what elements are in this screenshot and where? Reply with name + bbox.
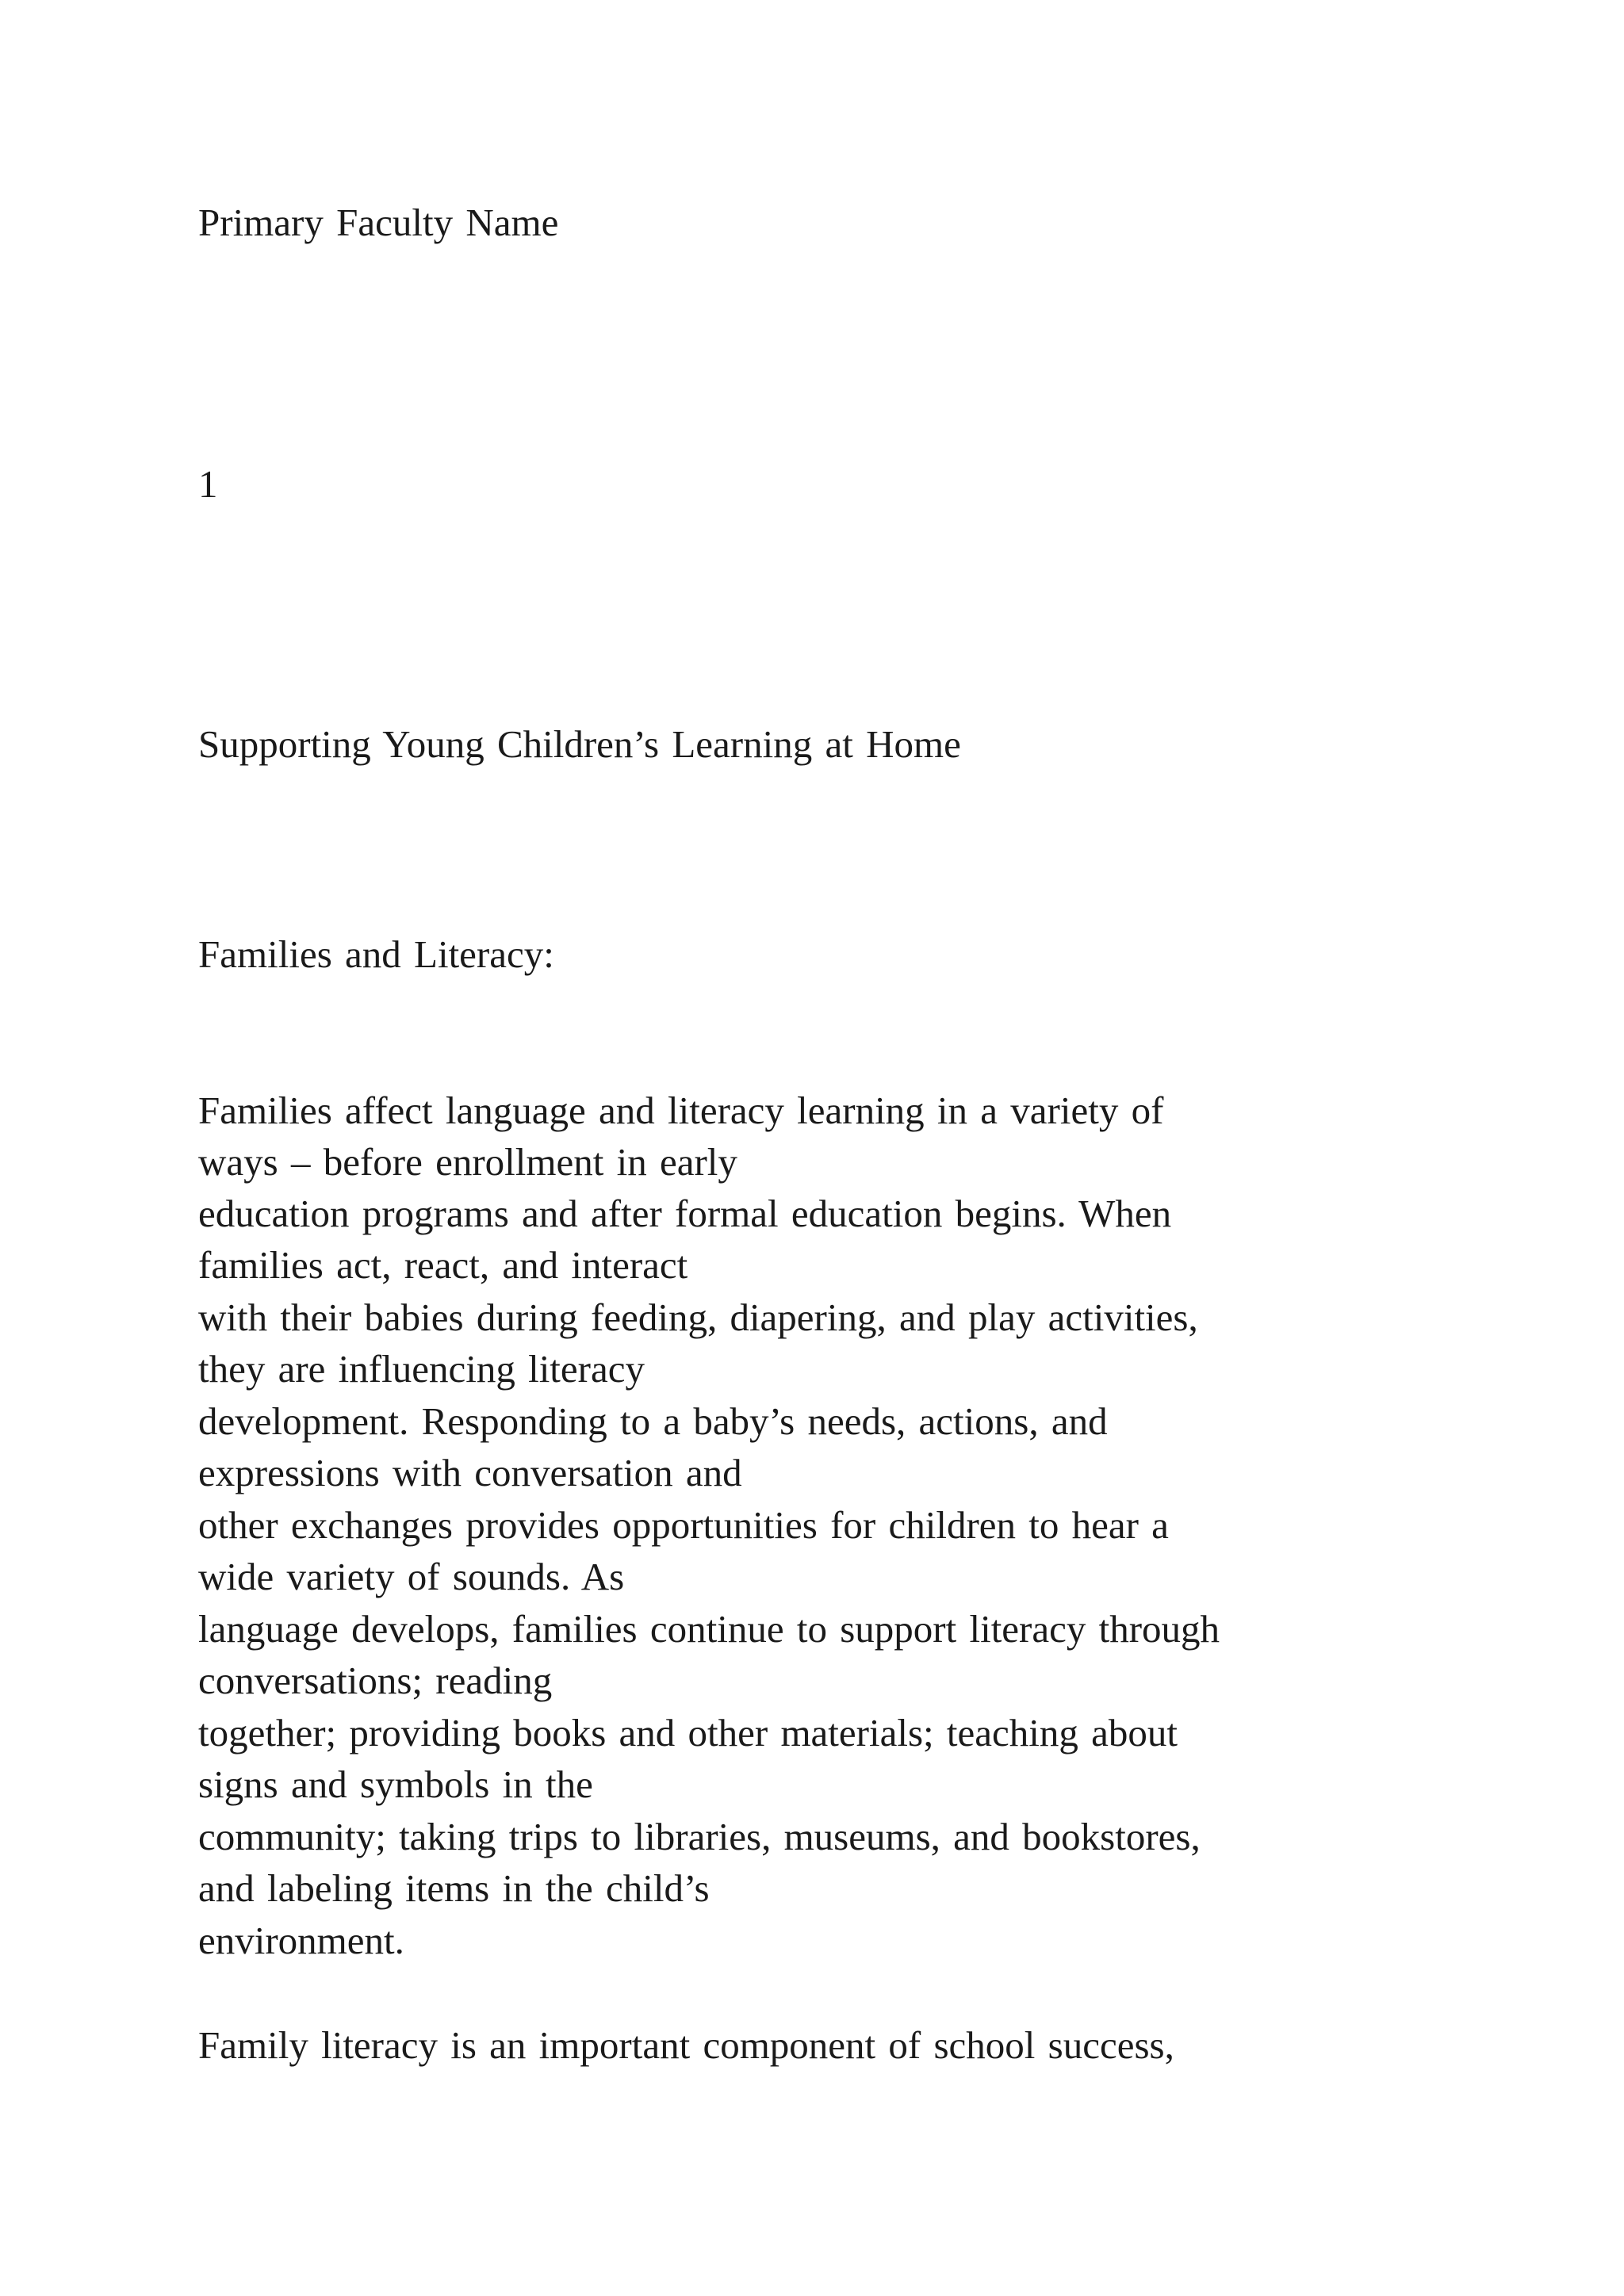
paragraph-line: conversations; reading	[198, 1659, 553, 1702]
paragraph-line: Family literacy is an important component of school success,	[198, 2023, 1174, 2067]
paragraph-line: they are influencing literacy	[198, 1347, 645, 1391]
paragraph-line: and labeling items in the child’s	[198, 1866, 710, 1910]
paragraph-line: language develops, families continue to support literacy through	[198, 1607, 1220, 1651]
paragraph-line: wide variety of sounds. As	[198, 1555, 625, 1598]
paragraph-line: with their babies during feeding, diapering, and play activities,	[198, 1295, 1198, 1339]
paragraph-line: other exchanges provides opportunities for children to hear a	[198, 1503, 1169, 1547]
paragraph-line: together; providing books and other materials; teaching about	[198, 1711, 1178, 1755]
paragraph-line: families act, react, and interact	[198, 1243, 688, 1287]
page-number: 1	[198, 462, 218, 506]
document-title: Supporting Young Children’s Learning at Home	[198, 722, 961, 766]
paragraph-line: signs and symbols in the	[198, 1762, 593, 1806]
paragraph-line: development. Responding to a baby’s needs, actions, and	[198, 1399, 1108, 1443]
paragraph-line: community; taking trips to libraries, museums, and bookstores,	[198, 1815, 1201, 1858]
paragraph-line: ways – before enrollment in early	[198, 1140, 737, 1184]
paragraph-line: Families affect language and literacy learning in a variety of	[198, 1089, 1164, 1132]
faculty-name: Primary Faculty Name	[198, 201, 559, 244]
paragraph-line: expressions with conversation and	[198, 1451, 742, 1494]
paragraph-line: education programs and after formal education begins. When	[198, 1192, 1172, 1235]
section-heading: Families and Literacy:	[198, 932, 554, 976]
paragraph-line: environment.	[198, 1919, 404, 1962]
